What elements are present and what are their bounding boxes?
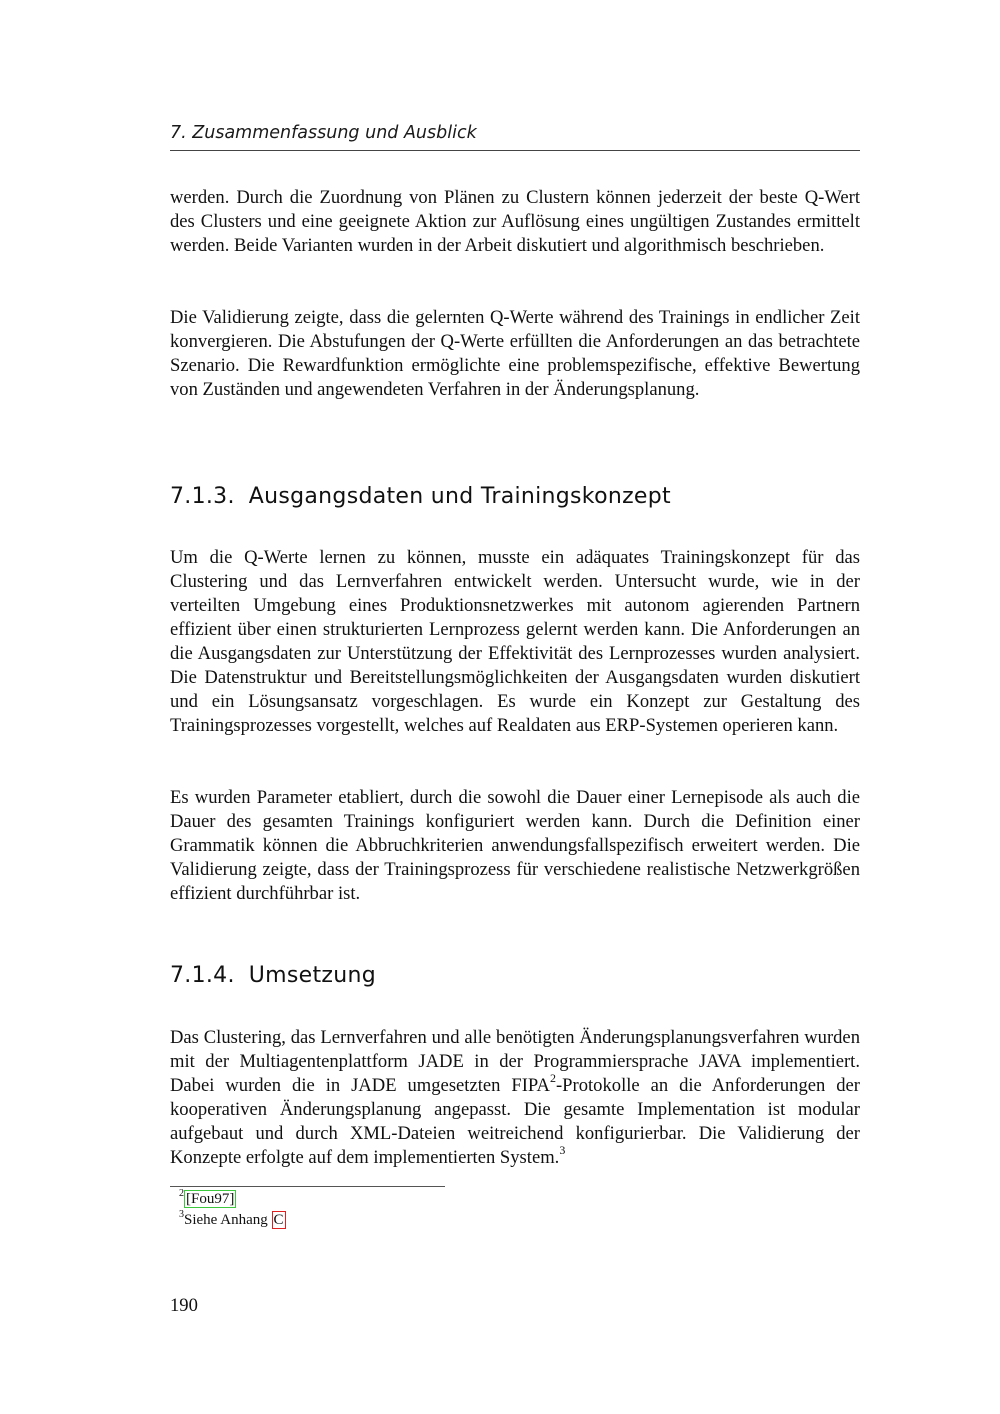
footnote-number: 2 (179, 1188, 184, 1199)
paragraph-parameters: Es wurden Parameter etabliert, durch die sowohl die Dauer einer Lernepisode als auch die Dauer des gesamten Trainings konfiguriert werden kann. Durch die Definition einer Grammatik können die Abbruchkriterien anwendungsfallspezifisch erweitert werden. Die Validierung zeigte, dass der Trainingsprozess für verschiedene realistische Netzwerkgrößen effizient durchführbar ist. (170, 787, 860, 904)
page-number: 190 (170, 1295, 198, 1316)
footnote-mark-2[interactable]: 2 (549, 1070, 556, 1085)
section-number: 7.1.3. (170, 484, 235, 509)
paragraph-validation-qvalues: Die Validierung zeigte, dass die gelernten Q-Werte während des Trainings in endlicher Zeit konvergieren. Die Abstufungen der Q-Werte erfüllten die Anforderungen an das betrachtete Szenario. Die Rewardfunktion ermöglichte eine problemspezifische, effektive Bewertung von Zuständen und angewendeten Verfahren in der Änderungsplanung. (170, 307, 860, 400)
section-title-text: Umsetzung (248, 963, 377, 988)
page (170, 0, 860, 1414)
footnote-text: Siehe Anhang (184, 1212, 272, 1228)
paragraph-training-concept: Um die Q-Werte lernen zu können, musste ein adäquates Trainingskonzept für das Clustering und das Lernverfahren entwickelt werden. Untersucht wurde, wie in der verteilten Umgebung eines Produktionsnetzwerkes mit autonom agierenden Partnern effizient über einen strukturierten Lernprozess gelernt werden kann. Die Anforderungen an die Ausgangsdaten zur Unterstützung der Effektivität des Lernprozesses wurden analysiert. Die Datenstruktur und Bereitstellungsmöglichkeiten der Ausgangsdaten wurden diskutiert und ein Lösungsansatz vorgeschlagen. Es wurde ein Konzept zur Gestaltung des Trainingsprozesses vorgestellt, welches auf Realdaten aus ERP-Systemen operieren kann. (170, 547, 860, 736)
section-heading-7-1-3 (170, 482, 860, 512)
footnote-3 (179, 1210, 286, 1230)
footnote-number: 3 (179, 1209, 184, 1220)
running-header: 7. Zusammenfassung und Ausblick (170, 123, 477, 143)
paragraph-text: -Protokolle an die Anforderungen der kooperativen Änderungsplanung angepasst. Die gesamte Implementation ist modular aufgebaut und durch XML-Dateien weitreichend konfigurierbar. Die Validierung der Konzepte erfolgte auf dem implementierten System. (170, 1075, 860, 1168)
paragraph-implementation (170, 1026, 860, 1170)
footnote-mark-3[interactable]: 3 (559, 1142, 566, 1157)
paragraph-clustering-summary: werden. Durch die Zuordnung von Plänen zu Clustern können jederzeit der beste Q-Wert des Clusters und eine geeignete Aktion zur Auflösung eines ungültigen Zustandes ermittelt werden. Beide Varianten wurden in der Arbeit diskutiert und algorithmisch beschrieben. (170, 187, 860, 256)
footnote-rule (170, 1186, 445, 1187)
paragraph-text: Das Clustering, das Lernverfahren und alle benötigten Änderungsplanungsverfahren wurden mit der Multiagentenplattform JADE in der Programmiersprache JAVA implementiert. Dabei wurden die in JADE umgesetzten FIPA (170, 1027, 860, 1096)
header-rule (170, 150, 860, 151)
section-title-text: Ausgangsdaten und Trainingskonzept (248, 484, 671, 509)
section-heading-7-1-4 (170, 961, 860, 991)
footnote-2 (179, 1189, 236, 1209)
section-number: 7.1.4. (170, 963, 235, 988)
citation-link-fou97[interactable]: [Fou97] (186, 1191, 235, 1207)
appendix-link-c[interactable]: C (273, 1212, 284, 1228)
